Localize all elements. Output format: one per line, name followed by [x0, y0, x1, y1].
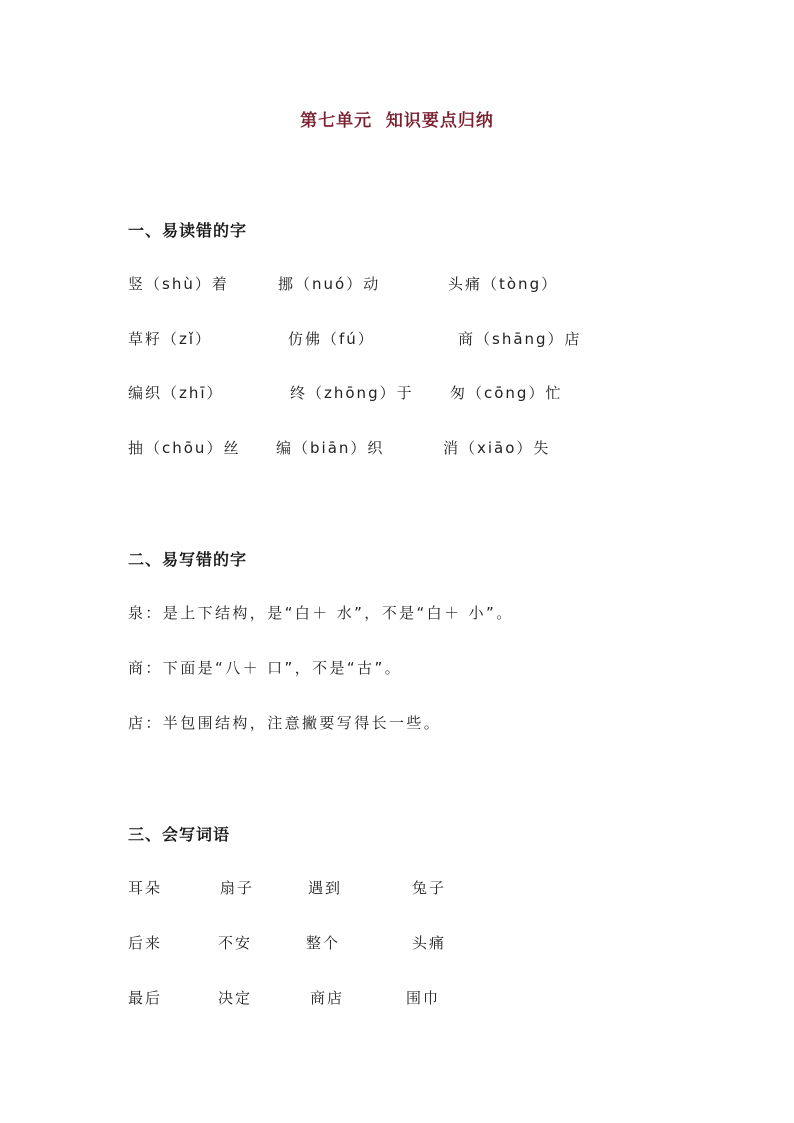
misread-item: 草籽（zǐ） [128, 330, 213, 348]
word-item: 后来 [128, 934, 163, 952]
misread-item: 匆（cōng）忙 [450, 384, 563, 402]
misread-row [128, 328, 688, 352]
word-item: 整个 [306, 934, 341, 952]
word-row [128, 987, 688, 1011]
word-item: 扇子 [220, 879, 255, 897]
word-item: 围巾 [406, 989, 441, 1007]
misread-item: 消（xiāo）失 [443, 439, 551, 457]
word-item: 头痛 [412, 934, 447, 952]
misread-row [128, 437, 688, 461]
word-row [128, 877, 688, 901]
misread-item: 编（biān）织 [276, 439, 385, 457]
misread-item: 终（zhōng）于 [290, 384, 414, 402]
misread-item: 挪（nuó）动 [278, 275, 381, 293]
misread-row [128, 273, 688, 297]
section-heading-miswritten: 二、易写错的字 [128, 550, 248, 569]
misread-item: 头痛（tòng） [448, 275, 559, 293]
misread-item: 竖（shù）着 [128, 275, 229, 293]
word-row [128, 932, 688, 956]
word-item: 遇到 [308, 879, 343, 897]
section-heading-words: 三、会写词语 [128, 825, 231, 844]
word-item: 不安 [218, 934, 253, 952]
miswritten-line: 店：半包围结构，注意撇要写得长一些。 [128, 714, 442, 732]
word-item: 决定 [218, 989, 253, 1007]
misread-item: 抽（chōu）丝 [128, 439, 241, 457]
misread-item: 编织（zhī） [128, 384, 224, 402]
word-item: 最后 [128, 989, 163, 1007]
misread-row [128, 382, 688, 406]
misread-item: 商（shāng）店 [458, 330, 582, 348]
section-heading-misread: 一、易读错的字 [128, 221, 248, 240]
word-item: 商店 [310, 989, 345, 1007]
word-item: 耳朵 [128, 879, 163, 897]
miswritten-line: 泉：是上下结构，是“白＋ 水”，不是“白＋ 小”。 [128, 604, 514, 622]
miswritten-line: 商：下面是“八＋ 口”，不是“古”。 [128, 659, 403, 677]
page-title: 第七单元 知识要点归纳 [300, 111, 494, 131]
misread-item: 仿佛（fú） [288, 330, 375, 348]
word-item: 兔子 [412, 879, 447, 897]
